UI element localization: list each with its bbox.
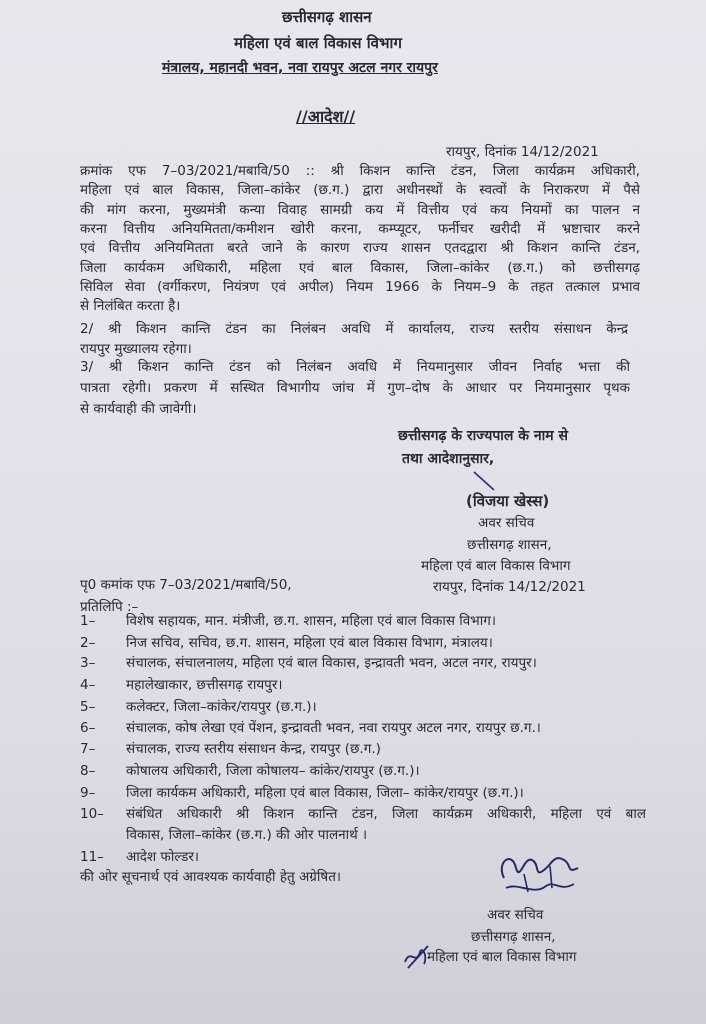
governor-line-1: छत्तीसगढ़ के राज्यपाल के नाम से bbox=[398, 428, 568, 444]
para3-line: से कार्यवाही की जावेगी। bbox=[80, 401, 197, 417]
list-item-number: 10– bbox=[80, 806, 104, 822]
header-government: छत्तीसगढ़ शासन bbox=[282, 8, 372, 26]
body-lines-line: क्रमांक एफ 7–03/2021/मबावि/50 :: श्री किशन कान्ति टंडन, जिला कार्यक्रम अधिकारी, bbox=[80, 163, 640, 179]
list-item-number: 7– bbox=[80, 741, 96, 757]
signatory-department: महिला एवं बाल विकास विभाग bbox=[421, 558, 571, 574]
body-lines-line: महिला एवं बाल विकास, जिला–कांकेर (छ.ग.) द्वारा अधीनस्थों के स्वत्वों के निराकरण में पैसे bbox=[80, 182, 640, 199]
list-item-number: 11– bbox=[80, 849, 104, 865]
footer-designation: अवर सचिव bbox=[487, 907, 544, 923]
header-department: महिला एवं बाल विकास विभाग bbox=[234, 34, 402, 52]
list-item-text: विशेष सहायक, मान. मंत्रीजी, छ.ग. शासन, महिला एवं बाल विकास विभाग। bbox=[126, 613, 497, 629]
signatory-date: रायपुर, दिनांक 14/12/2021 bbox=[433, 579, 586, 595]
signatory-government: छत्तीसगढ़ शासन, bbox=[467, 537, 552, 553]
body-lines-line: से निलंबित करता है। bbox=[80, 298, 181, 315]
list-item-number: 1– bbox=[80, 613, 96, 629]
footer-department: महिला एवं बाल विकास विभाग bbox=[427, 949, 577, 965]
body-lines-line: जिला कार्यकम अधिकारी, महिला एवं बाल विकास, जिला–कांकेर (छ.ग.) को छत्तीसगढ़ bbox=[80, 259, 640, 276]
footer-government: छत्तीसगढ़ शासन, bbox=[471, 929, 556, 945]
list-item-text: महालेखाकार, छत्तीसगढ़ रायपुर। bbox=[126, 677, 283, 693]
para2-line: रायपुर मुख्यालय रहेगा। bbox=[80, 341, 192, 357]
date-line: रायपुर, दिनांक 14/12/2021 bbox=[446, 144, 599, 160]
list-item-text: कोषालय अधिकारी, जिला कोषालय– कांकेर/रायपुर (छ.ग.)। bbox=[126, 763, 420, 779]
list-item-number: 9– bbox=[80, 785, 96, 801]
body-lines-line: सिविल सेवा (वर्गीकरण, नियंत्रण एवं अपील) नियम 1966 के नियम–9 के तहत तत्काल प्रभाव bbox=[80, 278, 640, 295]
list-item-number: 2– bbox=[80, 635, 96, 651]
list-item-number: 8– bbox=[80, 763, 96, 779]
endorsement-reference: पृ0 कमांक एफ 7–03/2021/मबावि/50, bbox=[80, 577, 292, 593]
header-address: मंत्रालय, महानदी भवन, नवा रायपुर अटल नगर रायपुर bbox=[162, 60, 438, 76]
copy-label: प्रतिलिपि :– bbox=[80, 599, 139, 615]
order-title: //आदेश// bbox=[296, 107, 356, 126]
list-item-number: 5– bbox=[80, 699, 96, 715]
list-item-number: 6– bbox=[80, 720, 96, 736]
list-item-text: संचालक, राज्य स्तरीय संसाधन केन्द्र, रायपुर (छ.ग.) bbox=[126, 741, 381, 757]
closing-line: की ओर सूचनार्थ एवं आवश्यक कार्यवाही हेतु अग्रेषित। bbox=[80, 869, 342, 885]
list-item-text: निज सचिव, सचिव, छ.ग. शासन, महिला एवं बाल विकास विभाग, मंत्रालय। bbox=[126, 635, 493, 651]
list-item-text: विकास, जिला–कांकेर (छ.ग.) की ओर पालनार्थ । bbox=[126, 827, 368, 843]
para3-line: पात्रता रहेगी। प्रकरण में सस्थित विभागीय जांच में गुण–दोष के आधार पर नियमानुसार पृथक bbox=[80, 380, 630, 396]
body-lines-line: की मांग करना, मुख्यमंत्री कन्या विवाह सामग्री कय में वित्तीय एवं कय नियमों का पालन न bbox=[80, 201, 640, 218]
signatory-name: (विजया खेस्स) bbox=[466, 492, 550, 510]
list-item-number: 4– bbox=[80, 677, 96, 693]
body-lines-line: एवं वित्तीय अनियमितता बरते जाने के कारण राज्य शासन एतदद्वारा श्री किशन कान्ति टंडन, bbox=[80, 240, 640, 257]
handwritten-signature-icon bbox=[494, 848, 584, 900]
para3-line: 3/ श्री किशन कान्ति टंडन को निलंबन अवधि में नियमानुसार जीवन निर्वाह भत्ता की bbox=[80, 359, 630, 375]
list-item-text: कलेक्टर, जिला–कांकेर/रायपुर (छ.ग.)। bbox=[126, 699, 317, 715]
body-lines-line: करना वित्तीय अनियमितता/कमीशन खोरी करना, कम्प्यूटर, फर्नीचर खरीदी में भ्रष्टाचार करने bbox=[80, 220, 640, 237]
list-item-text: संचालक, संचालनालय, महिला एवं बाल विकास, इन्द्रावती भवन, अटल नगर, रायपुर। bbox=[126, 655, 537, 671]
signatory-designation: अवर सचिव bbox=[478, 515, 535, 531]
signature-stroke-icon bbox=[470, 470, 500, 492]
list-item-text: आदेश फोल्डर। bbox=[126, 849, 199, 865]
list-item-number: 3– bbox=[80, 655, 96, 671]
list-item-text: संबंधित अधिकारी श्री किशन कान्ति टंडन, जिला कार्यक्रम अधिकारी, महिला एवं बाल bbox=[126, 806, 646, 822]
list-item-text: संचालक, कोष लेखा एवं पेंशन, इन्द्रावती भवन, नवा रायपुर अटल नगर, रायपुर छ.ग.। bbox=[126, 720, 541, 736]
list-item-text: जिला कार्यकम अधिकारी, महिला एवं बाल विकास, जिला– कांकेर/रायपुर (छ.ग.)। bbox=[126, 785, 524, 801]
governor-line-2: तथा आदेशानुसार, bbox=[402, 451, 495, 467]
para2-line: 2/ श्री किशन कान्ति टंडन का निलंबन अवधि में कार्यालय, राज्य स्तरीय संसाधन केन्द्र bbox=[80, 321, 628, 337]
